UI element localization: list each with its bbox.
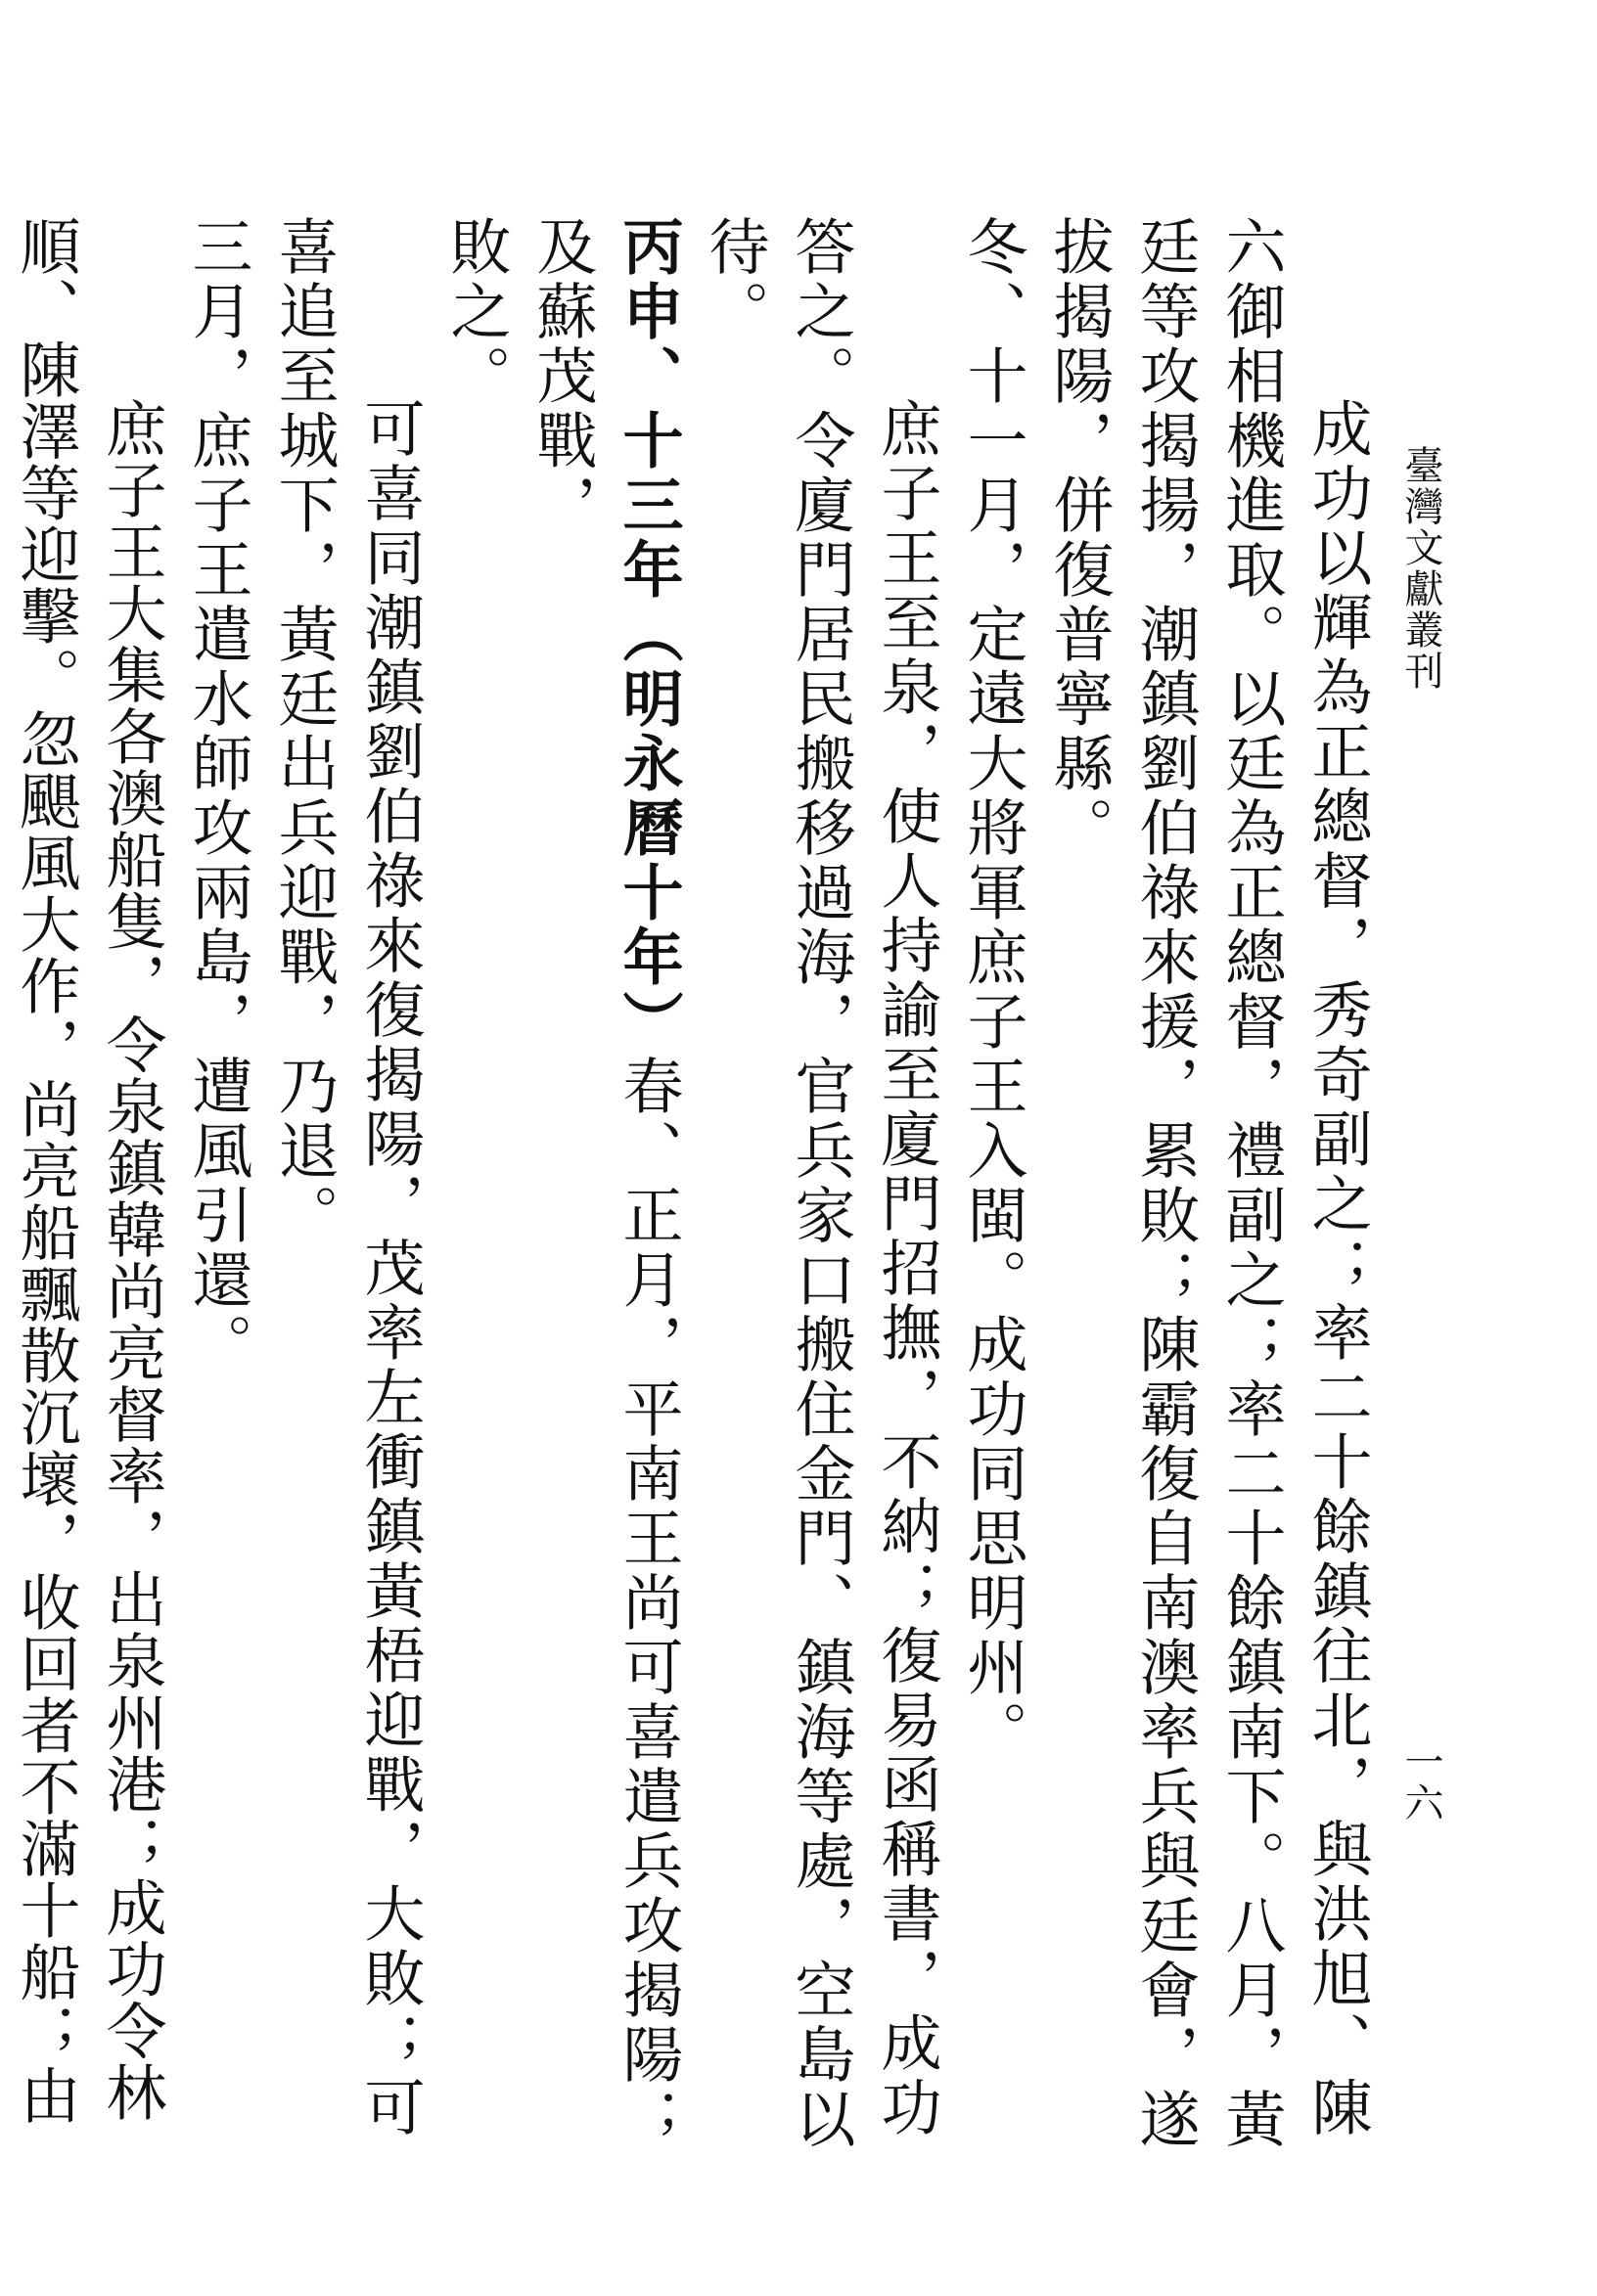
paragraph-7: 庶子王大集各澳船隻，令泉鎮韓尚亮督率，出泉州港；成功令林順、陳澤等迎擊。忽颶風大作，尚亮船飄散沉壞，收回者不滿十船；由 bbox=[10, 215, 167, 2126]
year-entry bbox=[519, 215, 691, 2152]
page-body bbox=[10, 215, 1380, 2152]
paragraph-1: 成功以輝為正總督，秀奇副之；率二十餘鎮往北，與洪旭、陳六御相機進取。以廷為正總督，禮副之；率二十餘鎮南下。八月，黃廷等攻揭揚，潮鎮劉伯祿來援，累敗；陳霸復自南澳率兵與廷會，遂拔揭陽，併復普寧縣。 bbox=[1043, 215, 1373, 2152]
paragraph-3: 庶子王至泉，使人持諭至廈門招撫，不納；復易函稱書，成功答之。令廈門居民搬移過海，官兵家口搬住金門、鎮海等處，空島以待。 bbox=[699, 215, 942, 2152]
paragraph-4: 敗之。 bbox=[440, 215, 512, 409]
page-number: 一六 bbox=[1398, 1741, 1443, 1823]
paragraph-6: 三月，庶子王遣水師攻兩島，遭風引還。 bbox=[182, 215, 253, 1377]
year-heading: 丙申、十三年（明永曆十年） bbox=[613, 215, 684, 1055]
paragraph-5: 可喜同潮鎮劉伯祿來復揭陽，茂率左衝鎮黃梧迎戰，大敗；可喜追至城下，黃廷出兵迎戰，乃退。 bbox=[268, 215, 426, 2140]
paragraph-2: 冬、十一月，定遠大將軍庶子王入閩。成功同思明州。 bbox=[957, 215, 1028, 1765]
running-title: 臺灣文獻叢刊 bbox=[1398, 445, 1443, 692]
year-entry-text: 春、正月，平南王尚可喜遣兵攻揭陽；及蘇茂戰， bbox=[526, 215, 684, 2152]
